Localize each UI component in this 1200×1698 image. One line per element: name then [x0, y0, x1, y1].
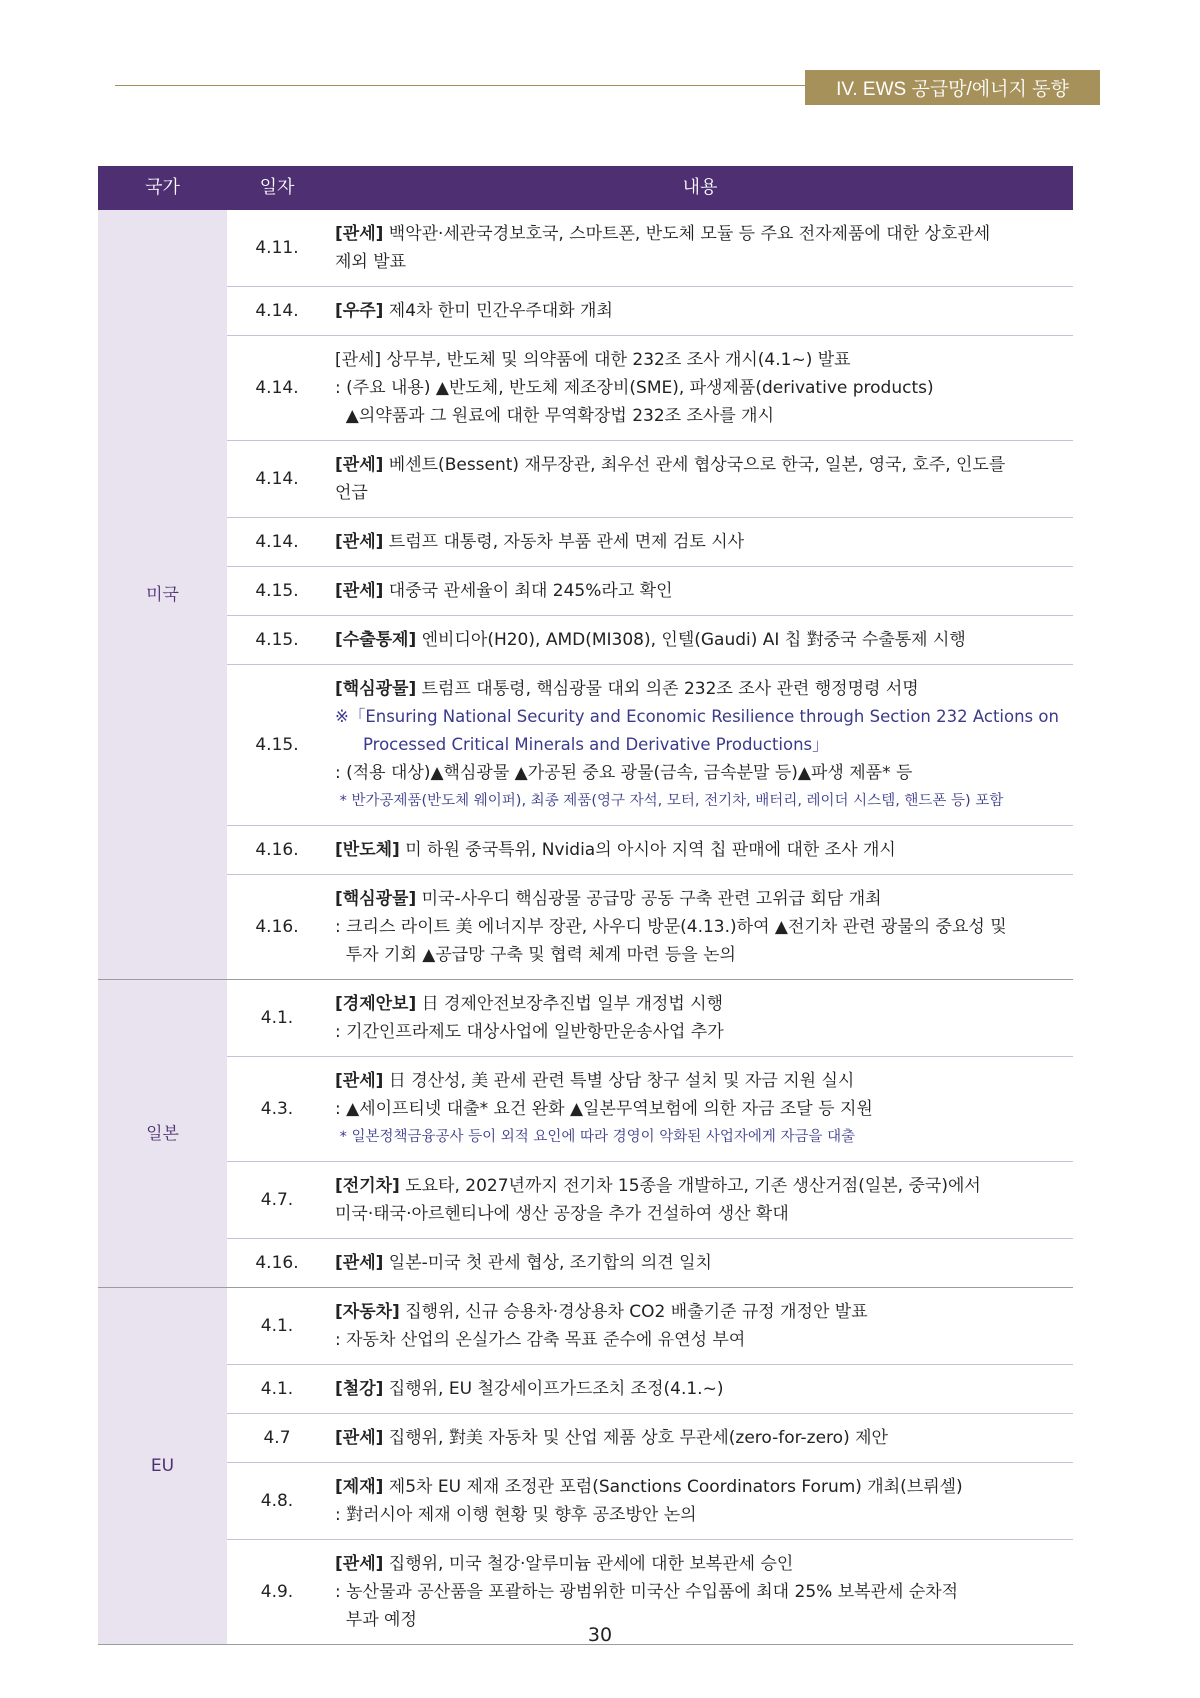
content-line [335, 1473, 1065, 1501]
table-row [98, 518, 1073, 567]
line-text: Processed Critical Minerals and Derivative Productions」 [363, 735, 829, 754]
content-cell [327, 441, 1073, 518]
line-text: 日 경산성, 美 관세 관련 특별 상담 창구 설치 및 자금 지원 실시 [383, 1071, 855, 1091]
table-body [98, 210, 1073, 1645]
line-text: : (주요 내용) ▲반도체, 반도체 제조장비(SME), 파생제품(derivative products) [335, 378, 934, 398]
category-tag: [관세] [335, 1554, 384, 1574]
content-line [335, 1067, 1065, 1095]
line-text: 집행위, 신규 승용차·경상용차 CO2 배출기준 규정 개정안 발표 [399, 1302, 868, 1322]
content-line [335, 374, 1065, 402]
line-text: : ▲세이프티넷 대출* 요건 완화 ▲일본무역보험에 의한 자금 조달 등 지원 [335, 1099, 873, 1119]
table-row [98, 980, 1073, 1057]
content-line [335, 402, 1065, 430]
line-text: 백악관·세관국경보호국, 스마트폰, 반도체 모듈 등 주요 전자제품에 대한 상호관세 [383, 224, 991, 244]
content-line [335, 1375, 1065, 1403]
content-line [335, 297, 1065, 325]
category-tag: [제재] [335, 1477, 384, 1497]
line-text: 베센트(Bessent) 재무장관, 최우선 관세 협상국으로 한국, 일본, 영국, 호주, 인도를 [383, 455, 1006, 475]
column-header-date: 일자 [227, 166, 327, 210]
content-line [335, 528, 1065, 556]
line-text: 트럼프 대통령, 핵심광물 대외 의존 232조 조사 관련 행정명령 서명 [416, 679, 919, 699]
table-row [98, 336, 1073, 441]
content-cell [327, 567, 1073, 616]
policy-table [98, 166, 1073, 1645]
content-line [335, 1578, 1065, 1606]
content-cell [327, 1057, 1073, 1162]
content-line [335, 626, 1065, 654]
content-line [335, 836, 1065, 864]
content-cell [327, 980, 1073, 1057]
table-row [98, 441, 1073, 518]
date-cell: 4.14. [227, 287, 327, 336]
content-cell [327, 616, 1073, 665]
page-number: 30 [587, 1624, 613, 1646]
date-cell: 4.16. [227, 1239, 327, 1288]
content-line [335, 1298, 1065, 1326]
line-text: 집행위, 對美 자동차 및 산업 제품 상호 무관세(zero-for-zero) 제안 [383, 1428, 888, 1448]
date-cell: 4.15. [227, 616, 327, 665]
category-tag: [반도체] [335, 840, 400, 860]
line-text: 미국·태국·아르헨티나에 생산 공장을 추가 건설하여 생산 확대 [335, 1204, 789, 1224]
content-line [335, 941, 1065, 969]
date-cell: 4.1. [227, 1365, 327, 1414]
line-text: 일본-미국 첫 관세 협상, 조기합의 의견 일치 [383, 1253, 712, 1273]
date-cell: 4.3. [227, 1057, 327, 1162]
date-cell: 4.1. [227, 980, 327, 1057]
table-row [98, 616, 1073, 665]
content-line [335, 885, 1065, 913]
content-cell [327, 826, 1073, 875]
table-row [98, 1057, 1073, 1162]
category-tag: [관세] [335, 581, 384, 601]
content-line [335, 479, 1065, 507]
line-text: * 일본정책금융공사 등이 외적 요인에 따라 경영이 악화된 사업자에게 자금을 대출 [335, 1129, 856, 1145]
line-text: ▲의약품과 그 원료에 대한 무역확장법 232조 조사를 개시 [335, 406, 775, 426]
table-row [98, 826, 1073, 875]
content-line [335, 346, 1065, 374]
line-text: 제4차 한미 민간우주대화 개최 [383, 301, 613, 321]
content-cell [327, 665, 1073, 826]
table-row [98, 210, 1073, 287]
table-row [98, 1239, 1073, 1288]
line-text: 트럼프 대통령, 자동차 부품 관세 면제 검토 시사 [383, 532, 745, 552]
date-cell: 4.14. [227, 336, 327, 441]
line-text: : 對러시아 제재 이행 현황 및 향후 공조방안 논의 [335, 1505, 697, 1525]
country-cell: EU [98, 1288, 227, 1645]
column-header-content: 내용 [327, 166, 1073, 210]
table-row [98, 665, 1073, 826]
line-text: [관세] 상무부, 반도체 및 의약품에 대한 232조 조사 개시(4.1~) 발표 [335, 350, 851, 370]
table-row [98, 875, 1073, 980]
category-tag: [핵심광물] [335, 889, 417, 909]
content-line [335, 1018, 1065, 1046]
date-cell: 4.11. [227, 210, 327, 287]
content-line [335, 1172, 1065, 1200]
category-tag: [경제안보] [335, 994, 417, 1014]
category-tag: [핵심광물] [335, 679, 417, 699]
line-text: 대중국 관세율이 최대 245%라고 확인 [383, 581, 673, 601]
line-text: 日 경제안전보장추진법 일부 개정법 시행 [416, 994, 724, 1014]
date-cell: 4.15. [227, 567, 327, 616]
category-tag: [관세] [335, 1071, 384, 1091]
line-text: 미국-사우디 핵심광물 공급망 공동 구축 관련 고위급 회담 개최 [416, 889, 882, 909]
line-text: : 크리스 라이트 美 에너지부 장관, 사우디 방문(4.13.)하여 ▲전기차 관련 광물의 중요성 및 [335, 917, 1007, 937]
content-cell [327, 287, 1073, 336]
country-cell: 미국 [98, 210, 227, 980]
content-line [335, 1095, 1065, 1123]
category-tag: [관세] [335, 455, 384, 475]
category-tag: [자동차] [335, 1302, 400, 1322]
column-header-country: 국가 [98, 166, 227, 210]
table-header-row [98, 166, 1073, 210]
category-tag: [전기차] [335, 1176, 400, 1196]
table-row [98, 1162, 1073, 1239]
content-line [335, 731, 1065, 759]
content-cell [327, 518, 1073, 567]
content-cell [327, 210, 1073, 287]
content-line [335, 759, 1065, 787]
date-cell: 4.14. [227, 518, 327, 567]
content-line [335, 1249, 1065, 1277]
date-cell: 4.7 [227, 1414, 327, 1463]
category-tag: [관세] [335, 1253, 384, 1273]
table-row [98, 567, 1073, 616]
table-row [98, 1288, 1073, 1365]
line-text: 도요타, 2027년까지 전기차 15종을 개발하고, 기존 생산거점(일본, 중국)에서 [399, 1176, 981, 1196]
content-cell [327, 1365, 1073, 1414]
date-cell: 4.16. [227, 826, 327, 875]
date-cell: 4.14. [227, 441, 327, 518]
content-line [335, 577, 1065, 605]
content-cell [327, 1239, 1073, 1288]
table-row [98, 1463, 1073, 1540]
section-title-badge: IV. EWS 공급망/에너지 동향 [805, 70, 1100, 105]
category-tag: [관세] [335, 532, 384, 552]
line-text: : 기간인프라제도 대상사업에 일반항만운송사업 추가 [335, 1022, 724, 1042]
line-text: 투자 기회 ▲공급망 구축 및 협력 체계 마련 등을 논의 [335, 945, 736, 965]
line-text: 엔비디아(H20), AMD(MI308), 인텔(Gaudi) AI 칩 對중국 수출통제 시행 [416, 630, 966, 650]
line-text: * 반가공제품(반도체 웨이퍼), 최종 제품(영구 자석, 모터, 전기차, 배터리, 레이더 시스템, 핸드폰 등) 포함 [335, 793, 1004, 809]
content-line [335, 913, 1065, 941]
table-row [98, 287, 1073, 336]
content-cell [327, 336, 1073, 441]
category-tag: [철강] [335, 1379, 384, 1399]
content-cell [327, 1463, 1073, 1540]
content-line [335, 1501, 1065, 1529]
date-cell: 4.16. [227, 875, 327, 980]
line-text: : (적용 대상)▲핵심광물 ▲가공된 중요 광물(금속, 금속분말 등)▲파생 제품* 등 [335, 763, 913, 783]
line-text: 부과 예정 [335, 1610, 417, 1630]
content-line [335, 675, 1065, 703]
content-cell [327, 875, 1073, 980]
content-line [335, 1200, 1065, 1228]
table-row [98, 1365, 1073, 1414]
date-cell: 4.15. [227, 665, 327, 826]
category-tag: [우주] [335, 301, 384, 321]
content-line [335, 451, 1065, 479]
category-tag: [수출통제] [335, 630, 417, 650]
line-text: 미 하원 중국특위, Nvidia의 아시아 지역 칩 판매에 대한 조사 개시 [399, 840, 896, 860]
content-line [335, 220, 1065, 248]
content-line [335, 1326, 1065, 1354]
content-cell [327, 1288, 1073, 1365]
category-tag: [관세] [335, 1428, 384, 1448]
line-text: 집행위, 미국 철강·알루미늄 관세에 대한 보복관세 승인 [383, 1554, 794, 1574]
date-cell: 4.8. [227, 1463, 327, 1540]
line-text: 언급 [335, 483, 368, 503]
content-line [335, 1550, 1065, 1578]
content-line [335, 1424, 1065, 1452]
country-cell: 일본 [98, 980, 227, 1288]
content-cell [327, 1414, 1073, 1463]
date-cell: 4.1. [227, 1288, 327, 1365]
line-text: 제외 발표 [335, 252, 407, 272]
line-text: ※「Ensuring National Security and Economic Resilience through Section 232 Actions on [335, 707, 1059, 726]
content-line [335, 703, 1065, 731]
content-line [335, 248, 1065, 276]
category-tag: [관세] [335, 224, 384, 244]
line-text: 집행위, EU 철강세이프가드조치 조정(4.1.~) [383, 1379, 724, 1399]
table-row [98, 1414, 1073, 1463]
content-line [335, 787, 1065, 815]
content-cell [327, 1162, 1073, 1239]
line-text: : 자동차 산업의 온실가스 감축 목표 준수에 유연성 부여 [335, 1330, 746, 1350]
date-cell: 4.9. [227, 1540, 327, 1645]
header-rule [115, 85, 805, 86]
line-text: : 농산물과 공산품을 포괄하는 광범위한 미국산 수입품에 최대 25% 보복관세 순차적 [335, 1582, 959, 1602]
content-line [335, 1123, 1065, 1151]
line-text: 제5차 EU 제재 조정관 포럼(Sanctions Coordinators Forum) 개최(브뤼셀) [383, 1477, 963, 1497]
date-cell: 4.7. [227, 1162, 327, 1239]
content-line [335, 990, 1065, 1018]
